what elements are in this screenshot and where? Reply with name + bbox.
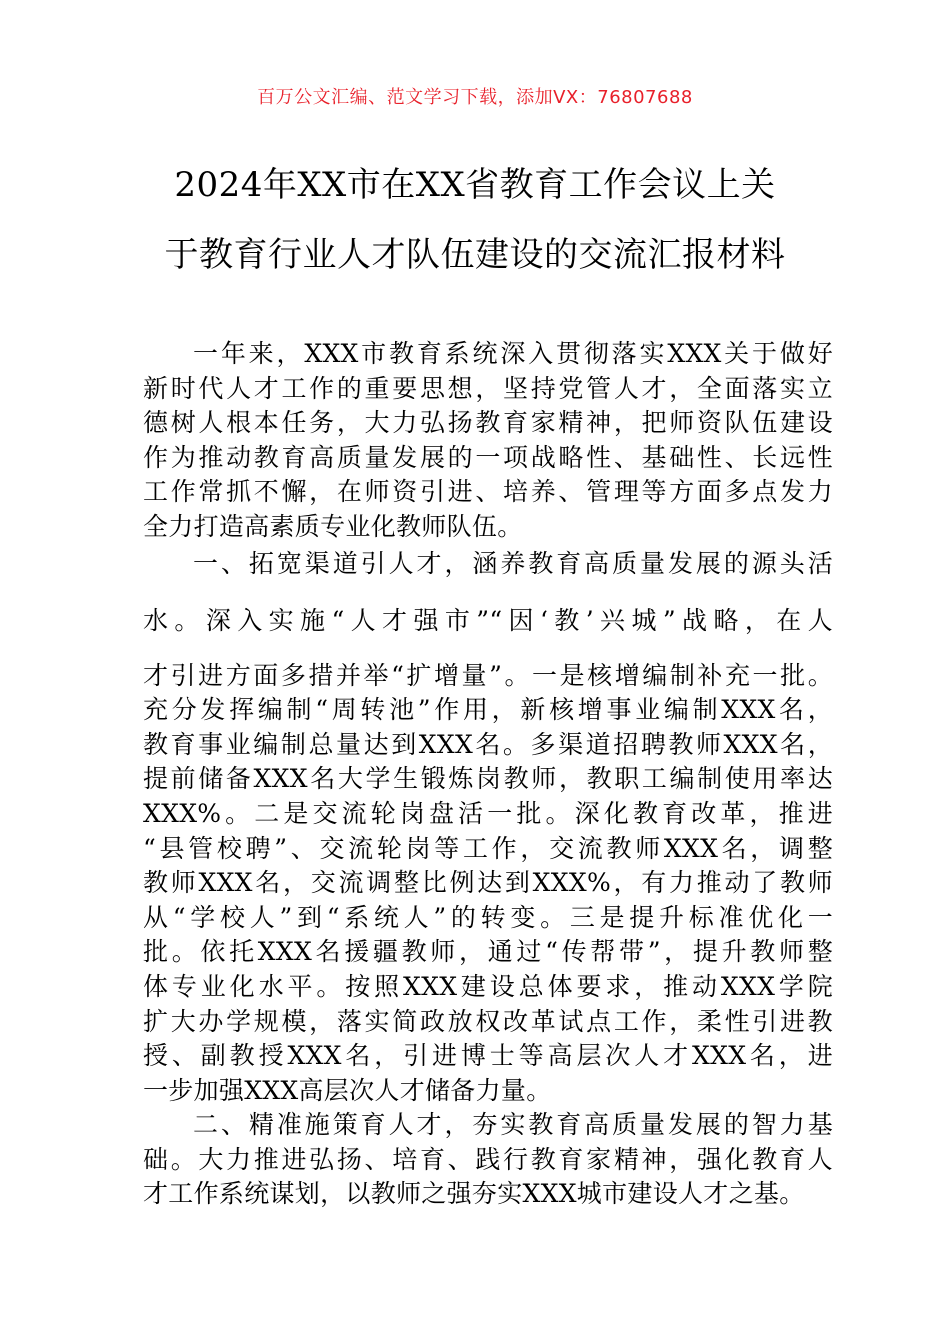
section-1-line: 教师XXX名，交流调整比例达到XXX%，有力推动了教师 — [143, 868, 833, 898]
section-1-line: 授、副教授XXX名，引进博士等高层次人才XXX名，进 — [143, 1041, 833, 1071]
section-2-line: 础。大力推进弘扬、培育、践行教育家精神，强化教育人 — [143, 1144, 833, 1174]
section-1-line: 扩大办学规模，落实简政放权改革试点工作，柔性引进教 — [143, 1006, 833, 1036]
section-1-line: 提前储备XXX名大学生锻炼岗教师，教职工编制使用率达 — [143, 764, 833, 794]
paragraph-1-line: 工作常抓不懈，在师资引进、培养、管理等方面多点发力 — [143, 477, 833, 507]
title-line: 于教育行业人才队伍建设的交流汇报材料 — [164, 235, 786, 275]
paragraph-1-line: 一年来，XXX市教育系统深入贯彻落实XXX关于做好 — [193, 339, 833, 368]
paragraph-1-line: 全力打造高素质专业化教师队伍。 — [143, 511, 523, 541]
section-1-line: 一步加强XXX高层次人才储备力量。 — [143, 1075, 552, 1105]
section-1-line: “县管校聘”、交流轮岗等工作，交流教师XXX名，调整 — [143, 833, 833, 863]
document-body — [143, 337, 833, 1212]
section-2-line: 才工作系统谋划，以教师之强夯实XXX城市建设人才之基。 — [143, 1179, 805, 1209]
section-1-line: 批。依托XXX名援疆教师，通过“传帮带”，提升教师整 — [143, 937, 833, 967]
section-1-line: 水。深入实施“人才强市”“因‘教’兴城”战略，在人 — [143, 605, 833, 635]
section-1-line: 教育事业编制总量达到XXX名。多渠道招聘教师XXX名， — [143, 729, 833, 759]
paragraph-1-line: 作为推动教育高质量发展的一项战略性、基础性、长远性 — [143, 442, 833, 472]
section-1-line: 充分发挥编制“周转池”作用，新核增事业编制XXX名， — [143, 695, 833, 725]
section-1-line: XXX%。二是交流轮岗盘活一批。深化教育改革，推进 — [143, 798, 833, 828]
paragraph-1-line: 德树人根本任务，大力弘扬教育家精神，把师资队伍建设 — [143, 408, 833, 438]
section-1-line: 从“学校人”到“系统人”的转变。三是提升标准优化一 — [143, 902, 833, 932]
paragraph-1-line: 新时代人才工作的重要思想，坚持党管人才，全面落实立 — [143, 373, 833, 403]
section-1-line: 体专业化水平。按照XXX建设总体要求，推动XXX学院 — [143, 971, 833, 1001]
document-title — [130, 150, 820, 290]
header-note: 百万公文汇编、范文学习下载，添加VX：76807688 — [257, 87, 693, 108]
title-line: 2024年XX市在XX省教育工作会议上关 — [174, 165, 776, 205]
section-1-line: 才引进方面多措并举“扩增量”。一是核增编制补充一批。 — [143, 660, 833, 690]
section-2-heading-line: 二、精准施策育人才，夯实教育高质量发展的智力基 — [193, 1110, 833, 1140]
section-1-heading-line: 一、拓宽渠道引人才，涵养教育高质量发展的源头活 — [193, 548, 833, 578]
